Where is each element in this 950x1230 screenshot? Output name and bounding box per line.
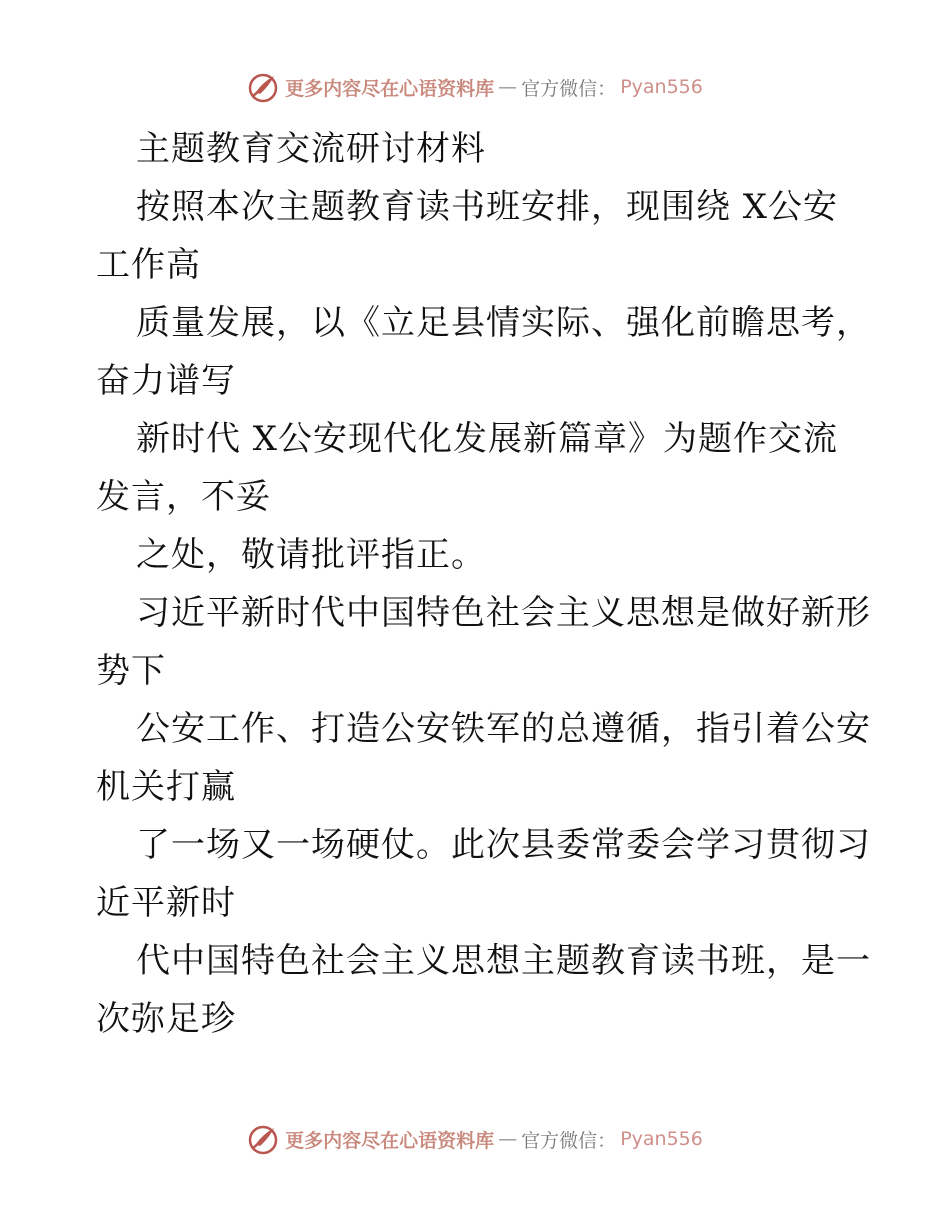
document-line: 了一场又一场硬仗。此次县委常委会学习贯彻习: [136, 825, 871, 865]
document-line: 习近平新时代中国特色社会主义思想是做好新形: [136, 593, 871, 633]
pen-logo-icon: [247, 70, 281, 104]
footer-watermark: [0, 1122, 950, 1156]
watermark-separator: —: [498, 1128, 518, 1150]
watermark-account-id: Pyan556: [620, 1128, 703, 1150]
document-body: [96, 120, 871, 1048]
document-line: 次弥足珍: [96, 999, 236, 1039]
document-line: 发言，不妥: [96, 477, 271, 517]
document-line: 奋力谱写: [96, 361, 236, 401]
watermark-text: 更多内容尽在心语资料库: [285, 1129, 495, 1152]
document-line: 代中国特色社会主义思想主题教育读书班，是一: [136, 941, 871, 981]
pen-logo-icon: [247, 1122, 281, 1156]
document-line: 公安工作、打造公安铁军的总遵循，指引着公安: [136, 709, 871, 749]
watermark-account-label: 官方微信：: [521, 77, 617, 100]
document-line: 质量发展，以《立足县情实际、强化前瞻思考，: [136, 303, 871, 343]
document-line: 主题教育交流研讨材料: [136, 129, 486, 169]
header-watermark: [0, 70, 950, 104]
watermark-separator: —: [498, 76, 518, 98]
watermark-text: 更多内容尽在心语资料库: [285, 77, 495, 100]
document-line: 机关打赢: [96, 767, 236, 807]
document-line: 新时代 X公安现代化发展新篇章》为题作交流: [136, 419, 839, 459]
watermark-account-id: Pyan556: [620, 76, 703, 98]
document-line: 之处，敬请批评指正。: [136, 535, 486, 575]
document-line: 工作高: [96, 245, 201, 285]
document-line: 近平新时: [96, 883, 236, 923]
document-line: 势下: [96, 651, 166, 691]
watermark-account-label: 官方微信：: [521, 1129, 617, 1152]
document-line: 按照本次主题教育读书班安排，现围绕 X公安: [136, 187, 839, 227]
